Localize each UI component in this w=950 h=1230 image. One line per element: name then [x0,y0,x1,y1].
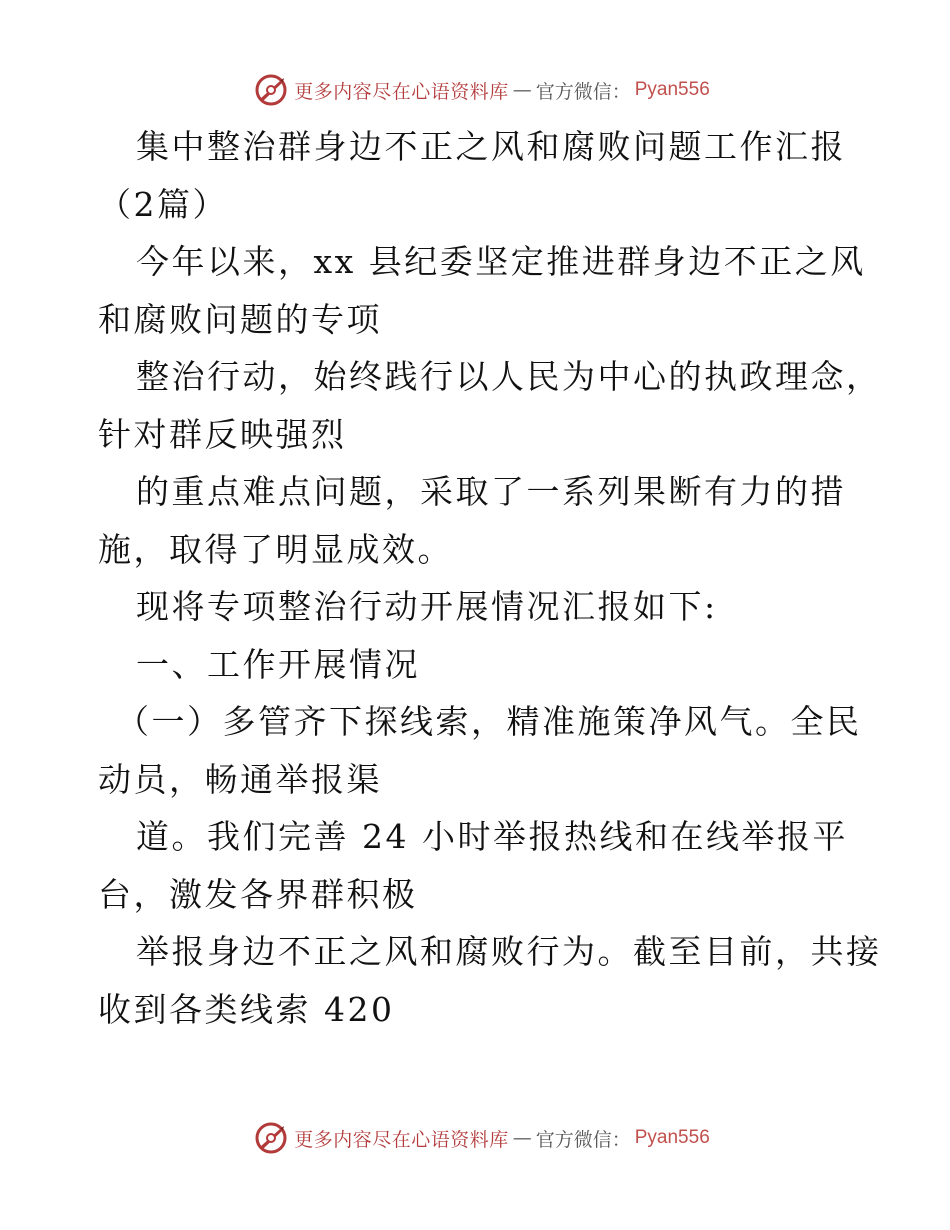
subsection-heading: （一）多管齐下探线索，精准施策净风气。全民 [116,702,862,741]
paragraph-line: 台，激发各界群积极 [98,874,418,914]
watermark-separator: — [512,1127,532,1149]
paragraph-line: 举报身边不正之风和腐败行为。截至目前，共接 [136,932,882,971]
header-watermark [0,70,950,110]
pen-logo-icon [254,1121,288,1155]
watermark-separator: — [512,79,532,101]
paragraph-line: 道。我们完善 24 小时举报热线和在线举报平 [136,817,848,856]
paragraph-line: 针对群反映强烈 [98,414,347,454]
paragraph-line: 动员，畅通举报渠 [98,759,382,799]
watermark-site-text: 更多内容尽在心语资料库 [294,1128,509,1151]
paragraph-line: 施，取得了明显成效。 [98,529,453,569]
watermark-label: 官方微信： [535,80,631,103]
footer-watermark [0,1118,950,1158]
paragraph-line: 收到各类线索 420 [98,989,395,1029]
document-title: 集中整治群身边不正之风和腐败问题工作汇报 [136,127,846,166]
paragraph-line: 整治行动，始终践行以人民为中心的执政理念， [136,357,882,396]
document-body [98,118,882,1038]
paragraph-line: 的重点难点问题，采取了一系列果断有力的措 [136,472,846,511]
watermark-wechat-id: Pyan556 [634,1127,710,1148]
paragraph-line: 今年以来，xx 县纪委坚定推进群身边不正之风 [136,242,866,281]
watermark-site-text: 更多内容尽在心语资料库 [294,80,509,103]
paragraph-line: 和腐败问题的专项 [98,299,382,339]
pen-logo-icon [254,73,288,107]
watermark-label: 官方微信： [535,1128,631,1151]
watermark-wechat-id: Pyan556 [634,79,710,100]
document-title-continued: （2篇） [98,184,228,224]
section-heading: 一、工作开展情况 [136,644,420,684]
paragraph-line: 现将专项整治行动开展情况汇报如下: [136,587,718,626]
